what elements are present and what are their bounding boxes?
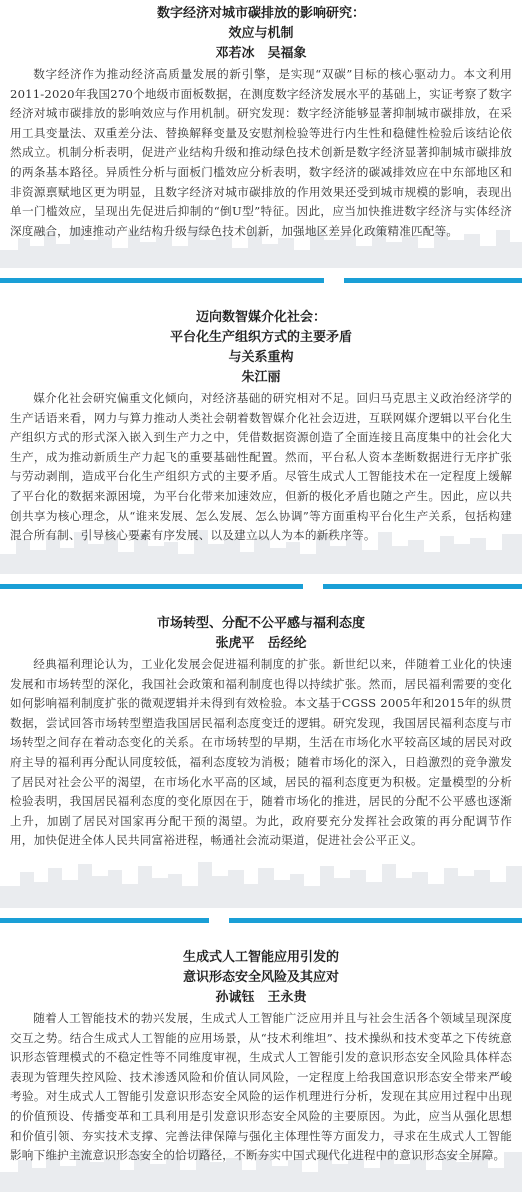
- article-1-title-line-2: 效应与机制: [228, 26, 294, 41]
- article-2-authors: 朱江丽: [241, 370, 281, 385]
- article-3-title-line-1: 市场转型、分配不公平感与福利态度: [156, 616, 365, 631]
- article-4: [0, 944, 522, 1192]
- article-3: [0, 610, 522, 908]
- city-skyline-decoration: [0, 850, 522, 908]
- divider-band-1: [0, 268, 522, 286]
- article-4-authors: 孙诚钰 王永贵: [215, 990, 307, 1005]
- article-4-abstract: 随着人工智能技术的勃兴发展，生成式人工智能广泛应用并且与社会生活各个领域呈现深度交互之势。结合生成式人工智能的应用场景，从“技术利维坦”、技术操纵和技术变革之下传统意识形态管理模式的不稳定性等不同维度审视，生成式人工智能引发的意识形态安全风险具体样态表现为管理失控风险、技术渗透风险和价值认同风险，一定程度上给我国意识形态安全带来严峻考验。对生成式人工智能引发意识形态安全风险的运作机理进行分析，发现在其应用过程中出现的价值预设、传播变革和工具利用是引发意识形态安全风险的主要原因。为此，应当从强化思想和价值引领、夯实技术支撑、完善法律保障与强化主体理性等方面发力，寻求在生成式人工智能影响下维护主流意识形态安全的恰切路径，不断夯实中国式现代化进程中的意识形态安全屏障。: [10, 1011, 512, 1163]
- article-3-authors: 张虎平 岳经纶: [215, 636, 307, 651]
- article-4-title-line-1: 生成式人工智能应用引发的: [182, 950, 339, 965]
- article-2-abstract: 媒介化社会研究偏重文化倾向，对经济基础的研究相对不足。回归马克思主义政治经济学的生产话语来看，网力与算力推动人类社会朝着数智媒介化社会迈进，互联网媒介逻辑以平台化生产组织方式的形式深入嵌入到生产力之中，凭借数据资源创造了全面连接且高度集中的社会化大生产，成为推动新质生产力起飞的重要基础性配置。然而，平台私人资本垄断数据进行无序扩张与劳动剥削，造成平台化生产组织方式的主要矛盾。尽管生成式人工智能技术在一定程度上缓解了平台化的数据来源困境，为平台化带来加速效应，但新的极化矛盾也随之产生。因此，应以共创共享为核心理念，从“谁来发展、怎么发展、怎么协调”等方面重构平台化生产关系，包括构建混合所有制、引导核心要素有序发展、以及建立以人为本的新秩序等。: [10, 391, 512, 543]
- article-2: [0, 304, 522, 574]
- divider-notch: [209, 918, 229, 923]
- article-1-authors: 邓若冰 吴福象: [215, 46, 307, 61]
- blue-divider-bar: [0, 584, 522, 589]
- divider-notch: [324, 278, 344, 283]
- article-2-title-line-2: 平台化生产组织方式的主要矛盾: [169, 330, 352, 345]
- divider-notch: [303, 584, 323, 589]
- article-3-abstract: 经典福利理论认为，工业化发展会促进福利制度的扩张。新世纪以来，伴随着工业化的快速发展和市场转型的深化，我国社会政策和福利制度也得以持续扩张。然而，居民福利需要的变化如何影响福利制度扩张的微观逻辑并未得到有效检验。本文基于CGSS 2005年和2015年的纵贯数据，尝试回答市场转型塑造我国居民福利态度变迁的逻辑。研究发现，我国居民福利态度与市场转型之间存在着动态变化的关系。在市场转型的早期，生活在市场化水平较高区域的居民对政府主导的福利再分配认同度较低，福利态度较为消极；随着市场化的深入，日趋激烈的竞争激发了居民对社会公平的渴望，在市场化水平高的区域，居民的福利态度更为积极。定量模型的分析检验表明，我国居民福利态度的变化原因在于，随着市场化的推进，居民的分配不公平感也逐渐上升，加剧了居民对国家再分配干预的渴望。为此，政府要充分发挥社会政策的再分配调节作用，加快促进全体人民共同富裕进程，畅通社会流动渠道，促进社会公平正义。: [10, 657, 512, 848]
- blue-divider-bar: [0, 918, 522, 923]
- section-gap: [0, 592, 522, 610]
- section-gap: [0, 286, 522, 304]
- article-1: [0, 0, 522, 268]
- section-gap: [0, 926, 522, 944]
- divider-band-3: [0, 908, 522, 926]
- article-2-title-line-1: 迈向数智媒介化社会：: [195, 310, 326, 325]
- article-1-title-line-1: 数字经济对城市碳排放的影响研究：: [156, 6, 365, 21]
- article-1-abstract: 数字经济作为推动经济高质量发展的新引擎，是实现“双碳”目标的核心驱动力。本文利用2011-2020年我国270个地级市面板数据，在测度数字经济发展水平的基础上，实证考察了数字经济对城市碳排放的影响效应与作用机制。研究发现：数字经济能够显著抑制城市碳排放，在采用工具变量法、双重差分法、替换解释变量及安慰剂检验等进行内生性和稳健性检验后该结论依然成立。机制分析表明，促进产业结构升级和推动绿色技术创新是数字经济显著抑制城市碳排放的两条基本路径。异质性分析与面板门槛效应分析表明，数字经济的碳减排效应在中东部地区和非资源禀赋地区更为明显，且数字经济对城市碳排放的作用效果还受到城市规模的影响，表现出单一门槛效应，呈现出先促进后抑制的“倒U型”特征。因此，应当加快推进数字经济与实体经济深度融合，加速推动产业结构升级与绿色技术创新，加强地区差异化政策精准匹配等。: [10, 67, 512, 238]
- blue-divider-bar: [0, 278, 522, 283]
- divider-band-2: [0, 574, 522, 592]
- article-4-title-line-2: 意识形态安全风险及其应对: [182, 970, 339, 985]
- article-2-title-line-3: 与关系重构: [228, 350, 294, 365]
